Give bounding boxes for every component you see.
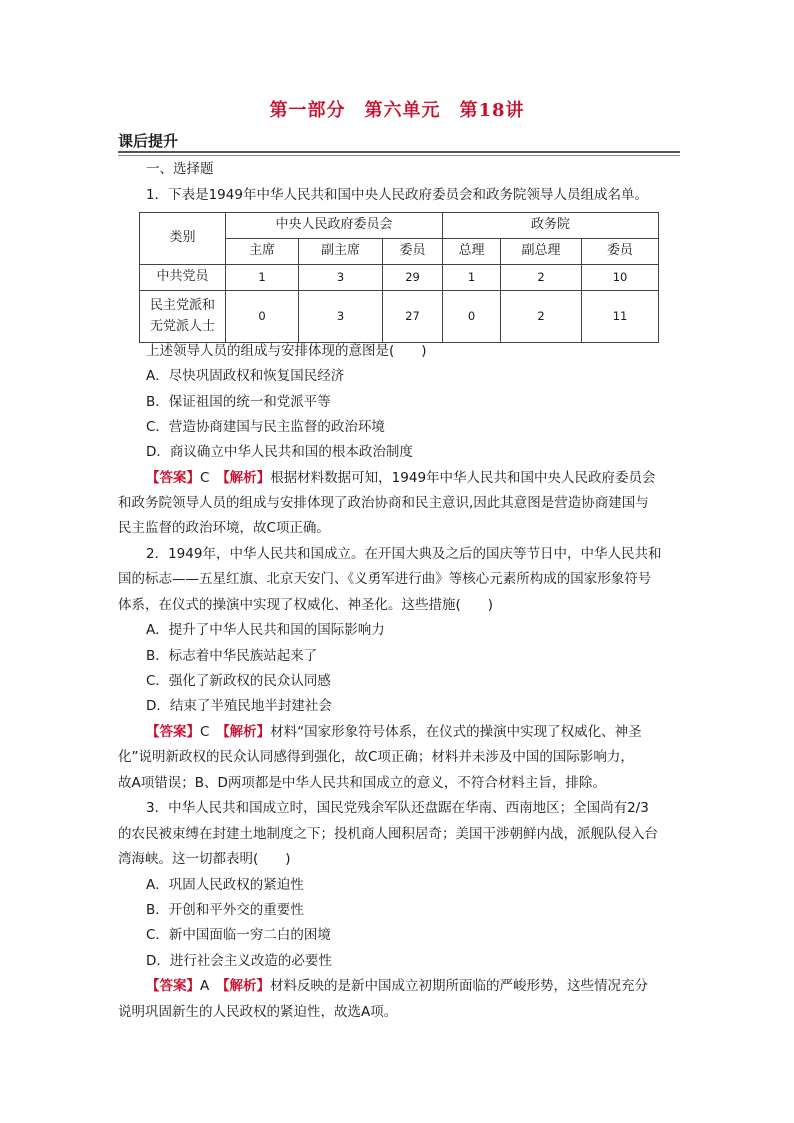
analysis-text: 材料反映的是新中国成立初期所面临的严峻形势，这些情况充分 (270, 978, 648, 994)
analysis-tag: 【解析】 (222, 978, 270, 994)
table-subheader: 副主席 (299, 239, 383, 265)
answer-tag: 【答案】 (146, 470, 200, 486)
table-cell: 3 (299, 265, 383, 291)
answer-letter: C (200, 470, 210, 486)
section-heading: 课后提升 (118, 132, 179, 150)
question-1-stem: 1．下表是1949年中华人民共和国中央人民政府委员会和政务院领导人员组成名单。 (146, 187, 648, 203)
option-b: B．标志着中华民族站起来了 (146, 648, 318, 664)
table-row (140, 291, 659, 343)
analysis-tag: 【解析】 (222, 470, 271, 486)
question-2-stem: 2．1949年，中华人民共和国成立。在开国大典及之后的国庆等节日中，中华人民共和 (146, 546, 662, 562)
option-c: C．新中国面临一穷二白的困境 (146, 927, 331, 943)
part-label: 一、选择题 (146, 161, 214, 177)
table-subheader: 委员 (582, 239, 659, 265)
leadership-table (139, 212, 659, 343)
option-a: A．尽快巩固政权和恢复国民经济 (146, 368, 345, 384)
table-subheader: 委员 (383, 239, 443, 265)
analysis-text: 根据材料数据可知，1949年中华人民共和国中央人民政府委员会 (270, 470, 656, 486)
answer-line (146, 980, 711, 994)
option-b: B．保证祖国的统一和党派平等 (146, 394, 331, 410)
table-cell: 29 (383, 265, 443, 291)
option-c: C．营造协商建国与民主监督的政治环境 (146, 419, 385, 435)
analysis-tag: 【解析】 (222, 724, 271, 740)
table-cell: 2 (501, 265, 582, 291)
answer-line (146, 472, 711, 486)
section-divider (118, 151, 680, 153)
row-label-line: 民主党派和 (149, 298, 215, 314)
question-3-stem-line: 湾海峡。这一切都表明( ) (118, 851, 291, 867)
option-d: D．进行社会主义改造的必要性 (146, 953, 332, 969)
question-2-stem-line: 体系，在仪式的操演中实现了权威化、神圣化。这些措施( ) (118, 597, 494, 613)
option-a: A．提升了中华人民共和国的国际影响力 (146, 622, 385, 638)
table-cell: 11 (582, 291, 659, 343)
question-3-stem-line: 的农民被束缚在封建土地制度之下；投机商人囤积居奇；美国干涉朝鲜内战，派舰队侵入台 (118, 826, 658, 842)
table-subheader: 副总理 (501, 239, 582, 265)
answer-line (146, 726, 711, 740)
option-d: D．商议确立中华人民共和国的根本政治制度 (146, 444, 413, 460)
table-cell: 1 (443, 265, 501, 291)
answer-letter: C (200, 724, 210, 740)
analysis-text: 材料“国家形象符号体系，在仪式的操演中实现了权威化、神圣 (270, 724, 642, 740)
table-cell: 1 (226, 265, 299, 291)
option-a: A．巩固人民政权的紧迫性 (146, 877, 304, 893)
question-1-prompt: 上述领导人员的组成与安排体现的意图是( ) (146, 343, 427, 359)
table-cell: 0 (226, 291, 299, 343)
answer-tag: 【答案】 (146, 978, 200, 994)
table-row (140, 265, 659, 291)
table-subheader: 总理 (443, 239, 501, 265)
analysis-continued: 说明巩固新生的人民政权的紧迫性，故选A项。 (118, 1004, 398, 1020)
option-c: C．强化了新政权的民众认同感 (146, 673, 331, 689)
table-cell: 0 (443, 291, 501, 343)
table-cell: 3 (299, 291, 383, 343)
row-label-line: 无党派人士 (149, 318, 215, 334)
option-b: B．开创和平外交的重要性 (146, 902, 304, 918)
table-cell: 27 (383, 291, 443, 343)
table-cell: 2 (501, 291, 582, 343)
row-label: 中共党员 (140, 265, 226, 291)
analysis-continued: 化”说明新政权的民众认同感得到强化，故C项正确；材料并未涉及中国的国际影响力， (118, 749, 634, 765)
question-3-stem: 3．中华人民共和国成立时，国民党残余军队还盘踞在华南、西南地区；全国尚有2/3 (146, 800, 649, 816)
row-label (140, 291, 226, 343)
analysis-continued: 和政务院领导人员的组成与安排体现了政治协商和民主意识,因此其意图是营造协商建国与 (118, 495, 649, 511)
answer-tag: 【答案】 (146, 724, 200, 740)
table-header-category: 类别 (140, 213, 226, 265)
page-title: 第一部分 第六单元 第18讲 (269, 100, 525, 121)
table-header-group-committee: 中央人民政府委员会 (226, 213, 443, 239)
analysis-continued: 民主监督的政治环境，故C项正确。 (118, 520, 330, 536)
option-d: D．结束了半殖民地半封建社会 (146, 698, 332, 714)
analysis-continued: 故A项错误；B、D两项都是中华人民共和国成立的意义，不符合材料主旨，排除。 (118, 775, 606, 791)
table-subheader: 主席 (226, 239, 299, 265)
question-2-stem-line: 国的标志——五星红旗、北京天安门、《义勇军进行曲》等核心元素所构成的国家形象符号 (118, 571, 652, 587)
table-cell: 10 (582, 265, 659, 291)
answer-letter: A (200, 978, 210, 994)
section-divider-thin (118, 155, 680, 156)
table-header-group-council: 政务院 (443, 213, 659, 239)
